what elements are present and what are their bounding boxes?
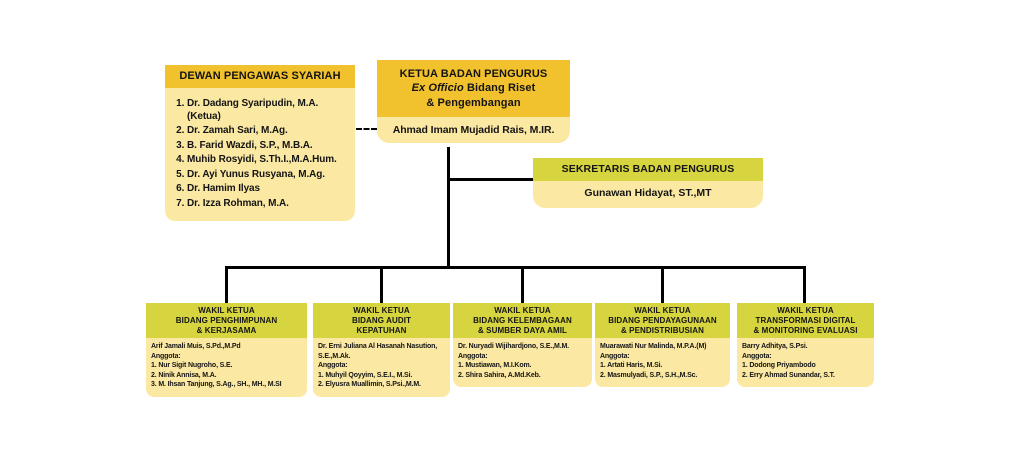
- ketua-title: [377, 60, 570, 117]
- member-item: Erry Ahmad Sunandar, S.T.: [749, 371, 835, 379]
- wakil-ketua-audit-box: [313, 303, 450, 397]
- wakil-4-title-line3: & PENDISTRIBUSIAN: [620, 325, 705, 335]
- wakil-5-title-line3: & MONITORING EVALUASI: [753, 325, 858, 335]
- connector-drop-2: [380, 266, 383, 303]
- ketua-title-line2-rest: Bidang Riset: [466, 82, 536, 95]
- member-item: Masmulyadi, S.P., S.H.,M.Sc.: [607, 371, 698, 379]
- member-item: Dodong Priyambodo: [749, 362, 816, 370]
- member-item: M. Ihsan Tanjung, S.Ag., SH., MH., M.SI: [158, 381, 282, 389]
- wakil-5-title-line2: TRANSFORMASI DIGITAL: [755, 315, 856, 325]
- member-item: 4. Muhib Rosyidi, S.Th.I.,M.A.Hum.: [187, 153, 349, 166]
- wakil-4-body: [595, 338, 730, 387]
- wakil-2-leader: Dr. Erni Juliana Al Hasanah Nasution, S.E.,M.Ak.: [318, 343, 438, 360]
- wakil-2-title-line2: BIDANG AUDIT: [351, 315, 412, 325]
- member-item: Nur Sigit Nugroho, S.E.: [158, 362, 233, 370]
- wakil-ketua-transformasi-digital-box: [737, 303, 874, 387]
- connector-drop-1: [225, 266, 228, 303]
- member-item: Mustiawan, M.I.Kom.: [465, 362, 532, 370]
- wakil-4-leader: Muarawati Nur Malinda, M.P.A.(M): [600, 343, 707, 351]
- wakil-1-leader: Arif Jamali Muis, S.Pd.,M.Pd: [151, 343, 241, 351]
- connector-drop-3: [521, 266, 524, 303]
- wakil-1-member-list: [151, 361, 303, 390]
- wakil-2-title-line1: WAKIL KETUA: [353, 306, 410, 315]
- wakil-3-title-line1: WAKIL KETUA: [494, 306, 551, 315]
- dewan-pengawas-title: DEWAN PENGAWAS SYARIAH: [165, 65, 355, 88]
- member-item: 2. Dr. Zamah Sari, M.Ag.: [187, 124, 349, 137]
- wakil-ketua-kelembagaan-box: [453, 303, 592, 387]
- wakil-3-body: [453, 338, 592, 387]
- wakil-4-title-line2: BIDANG PENDAYAGUNAAN: [608, 315, 717, 325]
- sekretaris-title: SEKRETARIS BADAN PENGURUS: [533, 158, 763, 181]
- member-item: 7. Dr. Izza Rohman, M.A.: [187, 197, 349, 210]
- wakil-5-leader: Barry Adhitya, S.Psi.: [742, 343, 808, 351]
- wakil-5-title-line1: WAKIL KETUA: [777, 306, 834, 315]
- wakil-1-title-line1: WAKIL KETUA: [198, 306, 255, 315]
- wakil-1-body: [146, 338, 307, 397]
- wakil-5-body: [737, 338, 874, 387]
- member-item: 5. Dr. Ayi Yunus Rusyana, M.Ag.: [187, 168, 349, 181]
- wakil-5-title: [737, 303, 874, 338]
- wakil-ketua-pendayagunaan-box: [595, 303, 730, 387]
- member-item: 6. Dr. Hamim Ilyas: [187, 182, 349, 195]
- dewan-pengawas-box: [165, 65, 355, 221]
- wakil-3-leader: Dr. Nuryadi Wijihardjono, S.E.,M.M.: [458, 343, 569, 351]
- wakil-4-title-line1: WAKIL KETUA: [634, 306, 691, 315]
- wakil-ketua-penghimpunan-box: [146, 303, 307, 397]
- connector-stub-sekretaris: [449, 178, 533, 181]
- member-item: Elyusra Muallimin, S.Psi.,M.M.: [325, 381, 421, 389]
- wakil-4-member-list: [600, 361, 726, 380]
- wakil-4-title: [595, 303, 730, 338]
- ketua-title-line3: & Pengembangan: [426, 96, 521, 109]
- connector-dashed-dewan-ketua: [356, 128, 377, 130]
- sekretaris-name: Gunawan Hidayat, ST.,MT: [533, 181, 763, 208]
- connector-horizontal-main: [225, 266, 806, 269]
- member-item: Ninik Annisa, M.A.: [158, 371, 217, 379]
- wakil-2-title-line3: KEPATUHAN: [356, 325, 407, 335]
- connector-drop-4: [661, 266, 664, 303]
- anggota-label: Anggota:: [151, 352, 181, 360]
- dewan-member-list: [171, 97, 349, 210]
- wakil-1-title: [146, 303, 307, 338]
- ketua-title-line1: KETUA BADAN PENGURUS: [399, 68, 548, 80]
- member-item: 3. B. Farid Wazdi, S.P., M.B.A.: [187, 139, 349, 152]
- anggota-label: Anggota:: [742, 352, 772, 360]
- connector-drop-5: [803, 266, 806, 303]
- ketua-badan-pengurus-box: [377, 60, 570, 143]
- wakil-3-title-line3: & SUMBER DAYA AMIL: [477, 325, 568, 335]
- wakil-3-member-list: [458, 361, 588, 380]
- wakil-3-title: [453, 303, 592, 338]
- member-item: Artati Haris, M.Si.: [607, 362, 663, 370]
- anggota-label: Anggota:: [318, 362, 348, 370]
- wakil-2-body: [313, 338, 450, 397]
- anggota-label: Anggota:: [600, 352, 630, 360]
- dewan-pengawas-body: [165, 88, 355, 221]
- ketua-title-line2: [381, 81, 566, 95]
- wakil-2-member-list: [318, 371, 446, 390]
- sekretaris-badan-pengurus-box: [533, 158, 763, 208]
- wakil-2-title: [313, 303, 450, 338]
- wakil-1-title-line3: & KERJASAMA: [196, 325, 257, 335]
- wakil-3-title-line2: BIDANG KELEMBAGAAN: [473, 315, 572, 325]
- anggota-label: Anggota:: [458, 352, 488, 360]
- member-item: 1. Dr. Dadang Syaripudin, M.A. (Ketua): [187, 97, 349, 123]
- connector-vertical-main: [447, 147, 450, 268]
- ketua-name: Ahmad Imam Mujadid Rais, M.IR.: [377, 117, 570, 143]
- member-item: Shira Sahira, A.Md.Keb.: [465, 371, 541, 379]
- wakil-5-member-list: [742, 361, 870, 380]
- ex-officio-label: Ex Officio: [411, 82, 464, 95]
- wakil-1-title-line2: BIDANG PENGHIMPUNAN: [175, 315, 278, 325]
- member-item: Muhyil Qoyyim, S.E.I., M.Si.: [325, 371, 413, 379]
